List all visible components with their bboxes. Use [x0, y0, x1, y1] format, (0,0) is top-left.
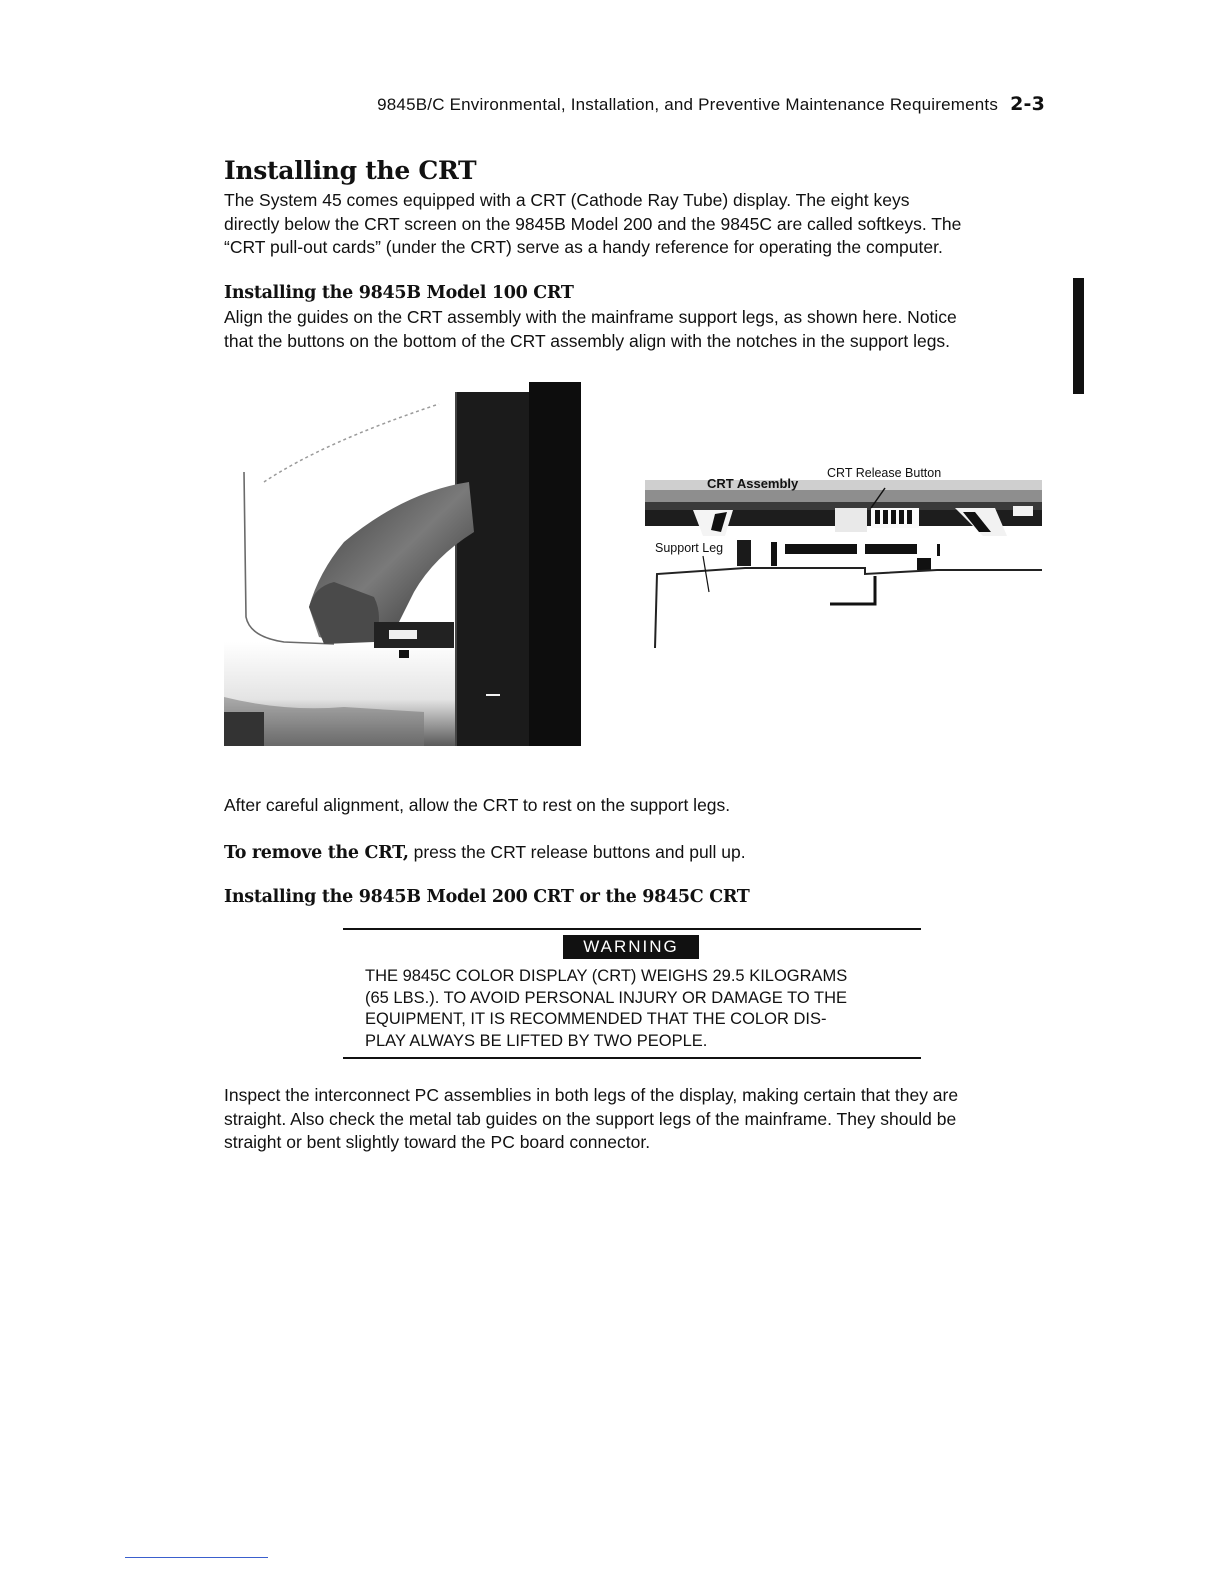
warning-text	[365, 966, 910, 1052]
crt-installation-photo	[224, 382, 581, 746]
running-header	[300, 93, 1045, 115]
change-bar	[1073, 278, 1084, 394]
warning-badge: WARNING	[563, 935, 699, 959]
intro-line: The System 45 comes equipped with a CRT (Cathode Ray Tube) display. The eight keys	[224, 190, 910, 210]
footer-rule	[125, 1557, 268, 1558]
support-leg-label: Support Leg	[655, 541, 724, 555]
warning-line: (65 LBS.). TO AVOID PERSONAL INJURY OR DAMAGE TO THE	[365, 988, 848, 1007]
page-number: 2-3	[1010, 93, 1045, 115]
intro-line: “CRT pull-out cards” (under the CRT) serve as a handy reference for operating the computer.	[224, 237, 943, 257]
release-button-label: CRT Release Button	[827, 466, 942, 480]
warning-top-rule	[343, 928, 921, 930]
warning-line: PLAY ALWAYS BE LIFTED BY TWO PEOPLE.	[365, 1031, 708, 1050]
model100-paragraph	[224, 306, 1044, 353]
crt-support-leg-diagram	[645, 452, 1042, 648]
remove-crt-bold: To remove the CRT,	[224, 843, 409, 863]
inspect-line: straight. Also check the metal tab guides on the support legs of the mainframe. They should be	[224, 1108, 957, 1129]
warning-line: EQUIPMENT, IT IS RECOMMENDED THAT THE COLOR DIS-	[365, 1010, 827, 1028]
inspect-line: straight or bent slightly toward the PC board connector.	[224, 1132, 651, 1152]
section-title: Installing the CRT	[224, 156, 477, 185]
crt-assembly-label: CRT Assembly	[707, 476, 799, 491]
remove-crt-text: press the CRT release buttons and pull up.	[408, 842, 746, 862]
inspect-line: Inspect the interconnect PC assemblies in both legs of the display, making certain that they are	[224, 1085, 959, 1105]
model200-heading: Installing the 9845B Model 200 CRT or the 9845C CRT	[224, 887, 750, 907]
remove-crt-paragraph	[224, 841, 1044, 866]
model100-heading: Installing the 9845B Model 100 CRT	[224, 283, 574, 303]
intro-line: directly below the CRT screen on the 9845B Model 200 and the 9845C are called softkeys. The	[224, 213, 962, 234]
intro-paragraph	[224, 189, 1044, 260]
model100-line: Align the guides on the CRT assembly with the mainframe support legs, as shown here. Notice	[224, 307, 957, 327]
after-alignment-text: After careful alignment, allow the CRT to rest on the support legs.	[224, 795, 731, 815]
model100-line: that the buttons on the bottom of the CRT assembly align with the notches in the support legs.	[224, 330, 951, 351]
warning-line: THE 9845C COLOR DISPLAY (CRT) WEIGHS 29.5 KILOGRAMS	[365, 967, 848, 985]
inspect-paragraph	[224, 1084, 1044, 1155]
warning-bottom-rule	[343, 1057, 921, 1059]
running-title: 9845B/C Environmental, Installation, and Preventive Maintenance Requirements	[377, 95, 999, 114]
